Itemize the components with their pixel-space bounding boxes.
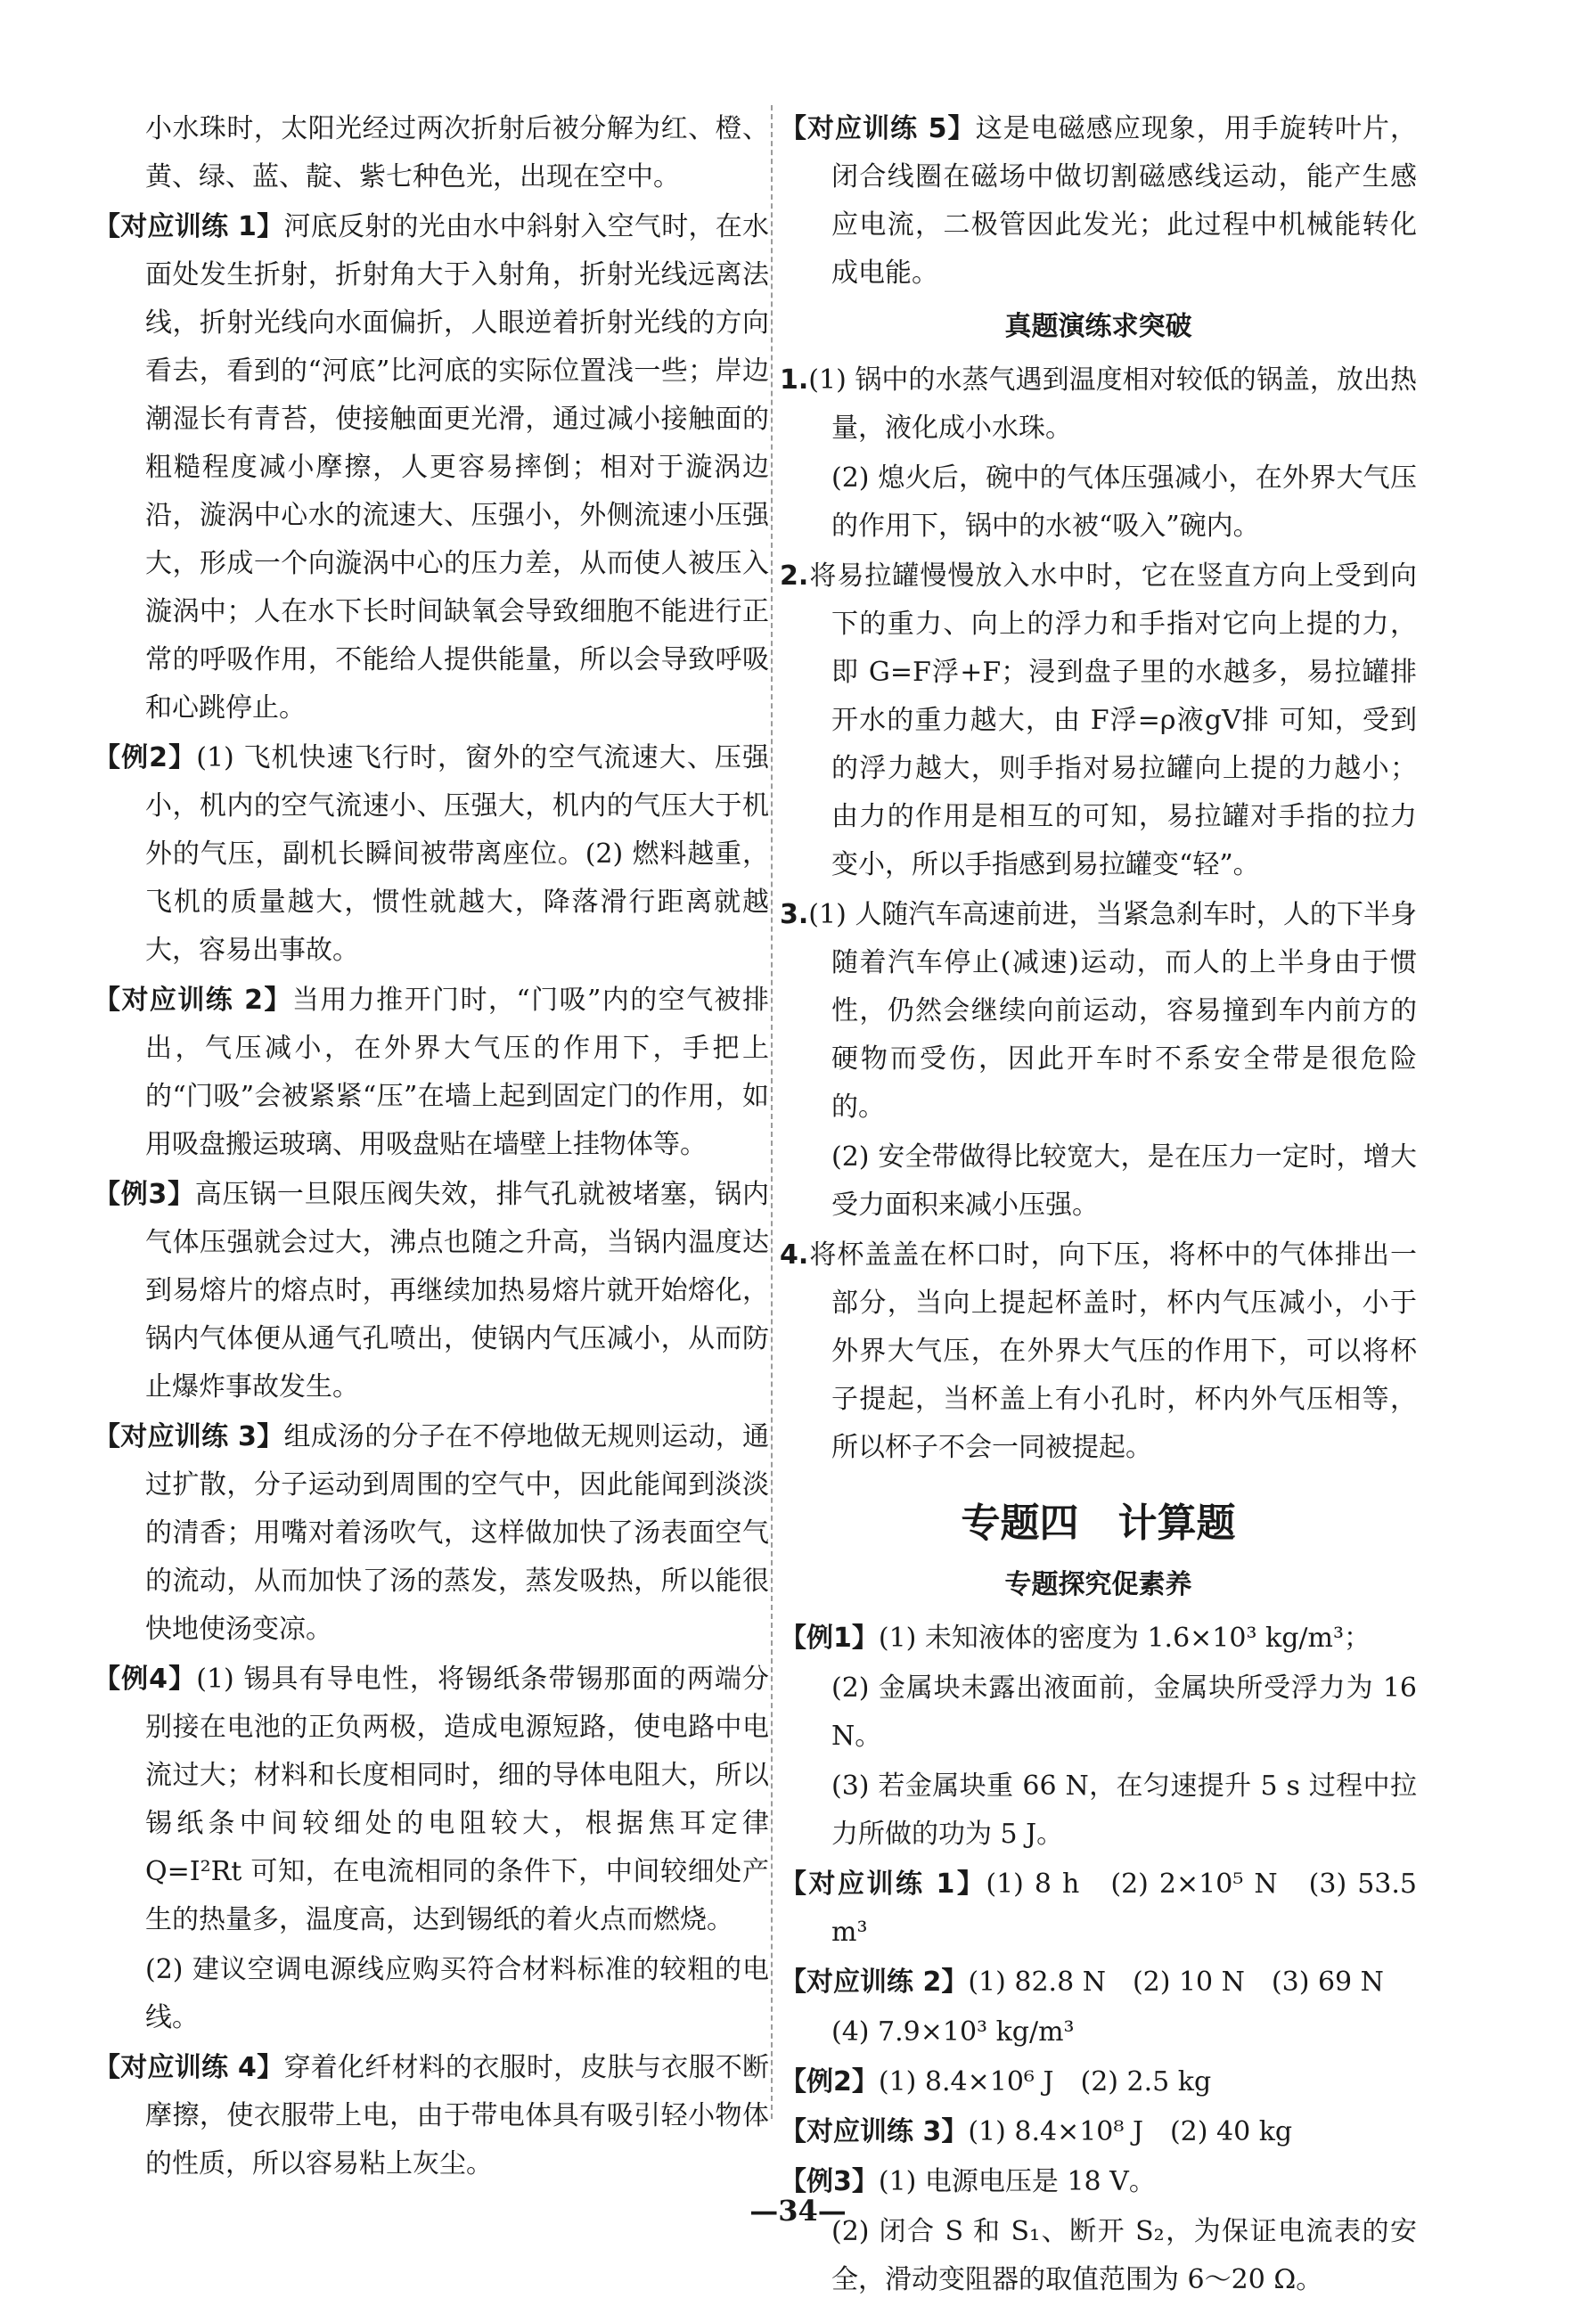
paragraph (780, 1615, 1417, 1663)
question-number: 4. (780, 1239, 809, 1271)
paragraph-text: (1) 电源电压是 18 V。 (878, 2166, 1156, 2197)
item-tag: 【例2】 (780, 2066, 879, 2097)
paragraph-text: (1) 未知液体的密度为 1.6×10³ kg/m³； (878, 1623, 1371, 1654)
paragraph (94, 1656, 769, 1944)
item-tag: 【对应训练 1】 (94, 211, 284, 242)
item-tag: 【对应训练 3】 (94, 1421, 284, 1452)
item-tag: 【例2】 (94, 742, 197, 773)
paragraph-text: (1) 82.8 N (2) 10 N (3) 69 N (968, 1967, 1384, 1998)
item-tag: 【例3】 (94, 1179, 195, 1210)
paragraph (780, 1762, 1417, 1859)
column-divider (771, 105, 773, 2119)
paragraph (94, 203, 769, 732)
paragraph-text: (1) 人随汽车高速前进，当紧急刹车时，人的下半身随着汽车停止(减速)运动，而人的上半身由于惯性，仍然会继续向前运动，容易撞到车内前方的硬物而受伤，因此开车时不系安全带是很危险的。 (808, 899, 1417, 1123)
paragraph (780, 2108, 1417, 2156)
paragraph (94, 2044, 769, 2188)
paragraph (94, 1946, 769, 2042)
topic-title: 专题四 计算题 (961, 1501, 1236, 1546)
section-heading: 真题演练求突破 (1004, 311, 1192, 342)
item-tag: 【例1】 (780, 1623, 879, 1654)
item-tag: 【例4】 (94, 1664, 197, 1695)
item-tag: 【对应训练 5】 (780, 113, 976, 144)
paragraph-text: (1) 8.4×10⁶ J (2) 2.5 kg (878, 2066, 1212, 2097)
paragraph-text: (1) 8 h (2) 2×10⁵ N (3) 53.5 m³ (831, 1869, 1418, 1948)
paragraph (780, 105, 1417, 298)
question-item (780, 356, 1417, 453)
paragraph (94, 977, 769, 1169)
paragraph-text: (2) 闭合 S 和 S₁、断开 S₂，为保证电流表的安全，滑动变阻器的取值范围为 6～20 Ω。 (831, 2216, 1417, 2295)
paragraph-text: (4) 7.9×10³ kg/m³ (831, 2016, 1075, 2048)
paragraph-text: (2) 金属块未露出液面前，金属块所受浮力为 16 N。 (831, 1672, 1417, 1752)
item-tag: 【对应训练 4】 (94, 2052, 284, 2083)
paragraph (94, 734, 769, 975)
paragraph-text: 将易拉罐慢慢放入水中时，它在竖直方向上受到向下的重力、向上的浮力和手指对它向上提的力，即 G=F浮+F；浸到盘子里的水越多，易拉罐排开水的重力越大，由 F浮=ρ液gV排 可知，受到的浮力越大，则手指对易拉罐向上提的力越小；由力的作用是相互的可知，易拉罐对手指的拉力变小，所以手指感到易拉罐变“轻”。 (808, 560, 1417, 880)
page-number: —34— (749, 2194, 847, 2228)
item-tag: 【对应训练 2】 (780, 1967, 969, 1998)
paragraph-text: (1) 锅中的水蒸气遇到温度相对较低的锅盖，放出热量，液化成小水珠。 (808, 364, 1417, 444)
paragraph-text: 小水珠时，太阳光经过两次折射后被分解为红、橙、黄、绿、蓝、靛、紫七种色光，出现在空中。 (145, 113, 769, 192)
paragraph (780, 1958, 1417, 2007)
paragraph (94, 1413, 769, 1654)
paragraph-text: 将杯盖盖在杯口时，向下压，将杯中的气体排出一部分，当向上提起杯盖时，杯内气压减小，小于外界大气压，在外界大气压的作用下，可以将杯子提起，当杯盖上有小孔时，杯内外气压相等，所以杯子不会一同被提起。 (808, 1239, 1417, 1463)
paragraph (780, 2008, 1417, 2057)
paragraph-text: 河底反射的光由水中斜射入空气时，在水面处发生折射，折射角大于入射角，折射光线远离法线，折射光线向水面偏折，人眼逆着折射光线的方向看去，看到的“河底”比河底的实际位置浅一些；岸边潮湿长有青苔，使接触面更光滑，通过减小接触面的粗糙程度减小摩擦，人更容易摔倒；相对于漩涡边沿，漩涡中心水的流速大、压强小，外侧流速小压强大，形成一个向漩涡中心的压力差，从而使人被压入漩涡中；人在水下长时间缺氧会导致细胞不能进行正常的呼吸作用，不能给人提供能量，所以会导致呼吸和心跳停止。 (145, 211, 769, 724)
paragraph-text: 当用力推开门时，“门吸”内的空气被排出，气压减小，在外界大气压的作用下，手把上的“门吸”会被紧紧“压”在墙上起到固定门的作用，如用吸盘搬运玻璃、用吸盘贴在墙壁上挂物体等。 (145, 985, 769, 1160)
item-tag: 【对应训练 2】 (94, 985, 292, 1016)
question-number: 1. (780, 364, 809, 396)
item-tag: 【对应训练 1】 (780, 1869, 986, 1900)
paragraph (780, 454, 1417, 551)
paragraph (94, 105, 769, 201)
paragraph (94, 1171, 769, 1411)
question-item (780, 552, 1417, 889)
paragraph (780, 2058, 1417, 2106)
paragraph-text: 高压锅一旦限压阀失效，排气孔就被堵塞，锅内气体压强就会过大，沸点也随之升高，当锅内温度达到易熔片的熔点时，再继续加热易熔片就开始熔化，锅内气体便从通气孔喷出，使锅内气压减小，从而防止爆炸事故发生。 (145, 1179, 770, 1402)
section-heading: 专题探究促素养 (1004, 1569, 1192, 1600)
item-tag: 【例3】 (780, 2166, 879, 2197)
paragraph-text: 穿着化纤材料的衣服时，皮肤与衣服不断摩擦，使衣服带上电，由于带电体具有吸引轻小物体的性质，所以容易粘上灰尘。 (145, 2052, 769, 2179)
paragraph (780, 1133, 1417, 1230)
paragraph-text: (1) 飞机快速飞行时，窗外的空气流速大、压强小，机内的空气流速小、压强大，机内的气压大于机外的气压，副机长瞬间被带离座位。(2) 燃料越重，飞机的质量越大，惯性就越大，降落滑行距离就越大，容易出事故。 (145, 742, 770, 966)
paragraph-text: 组成汤的分子在不停地做无规则运动，通过扩散，分子运动到周围的空气中，因此能闻到淡淡的清香；用嘴对着汤吹气，这样做加快了汤表面空气的流动，从而加快了汤的蒸发，蒸发吸热，所以能很快地使汤变凉。 (145, 1421, 769, 1645)
paragraph-text: (2) 安全带做得比较宽大，是在压力一定时，增大受力面积来减小压强。 (831, 1141, 1417, 1221)
paragraph (780, 1664, 1417, 1761)
paragraph-text: (1) 锡具有导电性，将锡纸条带锡那面的两端分别接在电池的正负两极，造成电源短路，使电路中电流过大；材料和长度相同时，细的导体电阻大，所以锡纸条中间较细处的电阻较大，根据焦耳定律 Q=I²Rt 可知，在电流相同的条件下，中间较细处产生的热量多，温度高，达到锡纸的着火点而燃烧。 (145, 1664, 770, 1935)
paragraph-text: (1) 8.4×10⁸ J (2) 40 kg (968, 2116, 1293, 2147)
question-item (780, 1231, 1417, 1472)
left-column (94, 105, 769, 2190)
question-number: 3. (780, 899, 809, 930)
paragraph-text: (2) 熄火后，碗中的气体压强减小，在外界大气压的作用下，锅中的水被“吸入”碗内。 (831, 462, 1417, 542)
right-column (780, 105, 1417, 2306)
question-item (780, 891, 1417, 1132)
question-number: 2. (780, 560, 809, 592)
paragraph-text: (2) 建议空调电源线应购买符合材料标准的较粗的电线。 (145, 1954, 769, 2033)
paragraph-text: (3) 若金属块重 66 N，在匀速提升 5 s 过程中拉力所做的功为 5 J。 (831, 1770, 1417, 1850)
item-tag: 【对应训练 3】 (780, 2116, 969, 2147)
paragraph (780, 1860, 1417, 1957)
paragraph-text: 这是电磁感应现象，用手旋转叶片，闭合线圈在磁场中做切割磁感线运动，能产生感应电流，二极管因此发光；此过程中机械能转化成电能。 (831, 113, 1418, 289)
